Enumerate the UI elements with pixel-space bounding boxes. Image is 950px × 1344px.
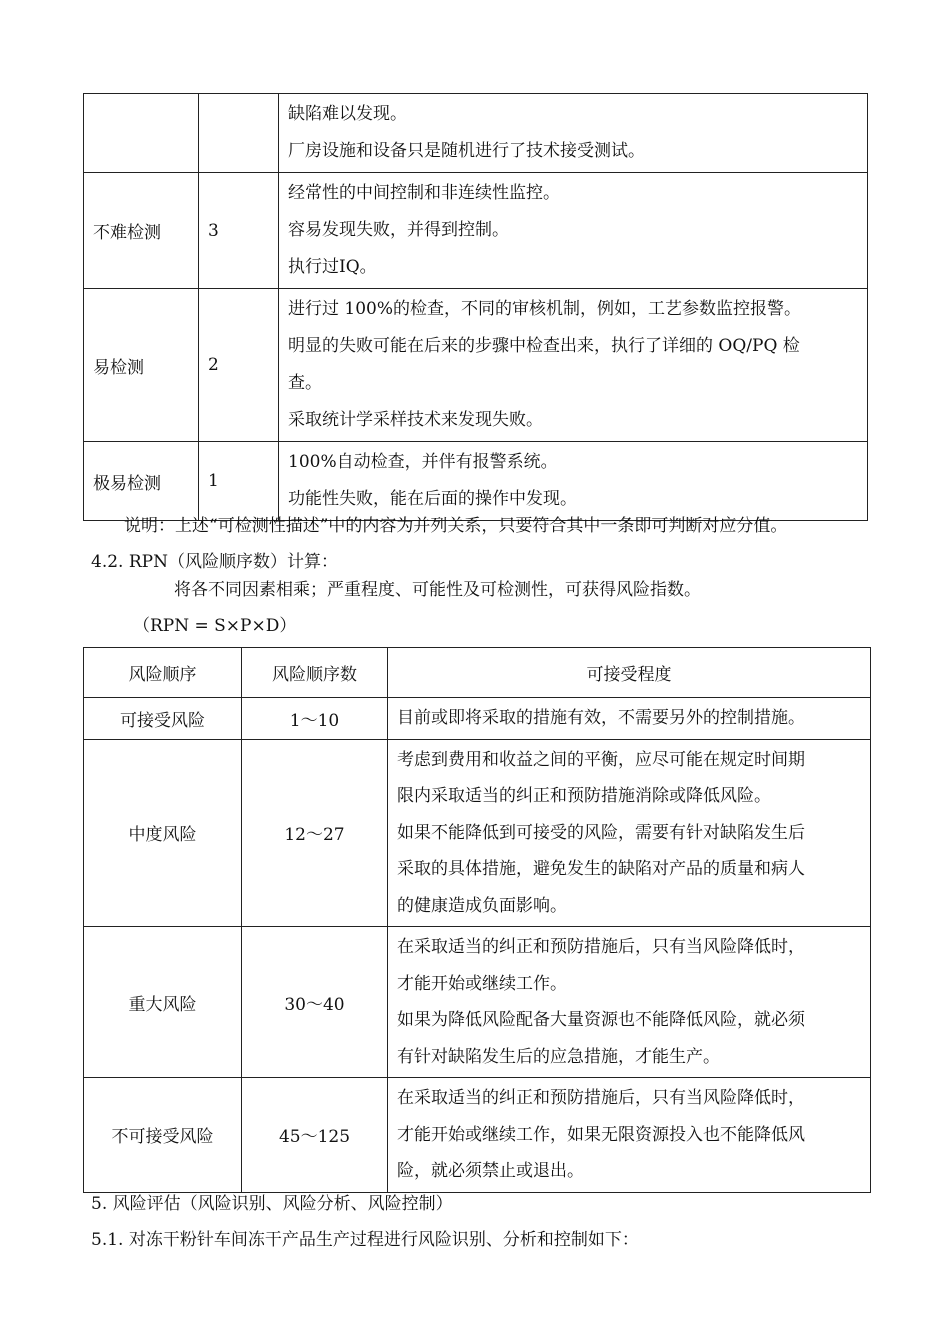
column-header: 风险顺序 (84, 648, 242, 698)
detection-score: 1 (199, 442, 279, 521)
section-5-1-heading: 5.1. 对冻干粉针车间冻干产品生产过程进行风险识别、分析和控制如下： (91, 1230, 639, 1250)
table-row (84, 927, 871, 1078)
detection-desc: 缺陷难以发现。 厂房设施和设备只是随机进行了技术接受测试。 (279, 94, 868, 173)
risk-level: 可接受风险 (84, 698, 242, 740)
rpn-range: 12～27 (242, 739, 388, 927)
table-row (84, 739, 871, 927)
acceptance-desc: 在采取适当的纠正和预防措施后，只有当风险降低时， 才能开始或继续工作。 如果为降低风险配备大量资源也不能降低风险，就必须 有针对缺陷发生后的应急措施，才能生产。 (388, 927, 871, 1078)
detection-score: 2 (199, 289, 279, 442)
column-header: 可接受程度 (388, 648, 871, 698)
risk-level: 重大风险 (84, 927, 242, 1078)
table-row (84, 442, 868, 521)
rpn-formula: （RPN = S×P×D） (133, 616, 297, 636)
table-row (84, 698, 871, 740)
table-row (84, 1078, 871, 1193)
risk-level: 不可接受风险 (84, 1078, 242, 1193)
table-row (84, 94, 868, 173)
detection-score (199, 94, 279, 173)
table-row (84, 173, 868, 289)
section-4-2-heading: 4.2. RPN（风险顺序数）计算： (91, 552, 338, 572)
rpn-range: 30～40 (242, 927, 388, 1078)
column-header: 风险顺序数 (242, 648, 388, 698)
detection-table (83, 93, 868, 521)
detection-level: 不难检测 (84, 173, 199, 289)
detection-desc: 进行过 100%的检查，不同的审核机制，例如，工艺参数监控报警。 明显的失败可能在后来的步骤中检查出来，执行了详细的 OQ/PQ 检 查。 采取统计学采样技术来发现失败。 (279, 289, 868, 442)
section-5-heading: 5. 风险评估（风险识别、风险分析、风险控制） (91, 1194, 453, 1214)
detection-score: 3 (199, 173, 279, 289)
detection-desc: 经常性的中间控制和非连续性监控。 容易发现失败，并得到控制。 执行过IQ。 (279, 173, 868, 289)
rpn-table (83, 647, 871, 1193)
section-4-2-body: 将各不同因素相乘；严重程度、可能性及可检测性，可获得风险指数。 (174, 580, 701, 600)
rpn-range: 45～125 (242, 1078, 388, 1193)
acceptance-desc: 在采取适当的纠正和预防措施后，只有当风险降低时， 才能开始或继续工作，如果无限资源投入也不能降低风 险，就必须禁止或退出。 (388, 1078, 871, 1193)
rpn-range: 1～10 (242, 698, 388, 740)
detection-level: 极易检测 (84, 442, 199, 521)
detection-level (84, 94, 199, 173)
detectability-note: 说明：上述“可检测性描述”中的内容为并列关系，只要符合其中一条即可判断对应分值。 (124, 516, 788, 536)
acceptance-desc: 考虑到费用和收益之间的平衡，应尽可能在规定时间期 限内采取适当的纠正和预防措施消除或降低风险。 如果不能降低到可接受的风险，需要有针对缺陷发生后 采取的具体措施，避免发生的缺陷对产品的质量和病人 的健康造成负面影响。 (388, 739, 871, 927)
risk-level: 中度风险 (84, 739, 242, 927)
detection-level: 易检测 (84, 289, 199, 442)
table-header-row (84, 648, 871, 698)
detection-desc: 100%自动检查，并伴有报警系统。 功能性失败，能在后面的操作中发现。 (279, 442, 868, 521)
table-row (84, 289, 868, 442)
acceptance-desc: 目前或即将采取的措施有效，不需要另外的控制措施。 (388, 698, 871, 740)
